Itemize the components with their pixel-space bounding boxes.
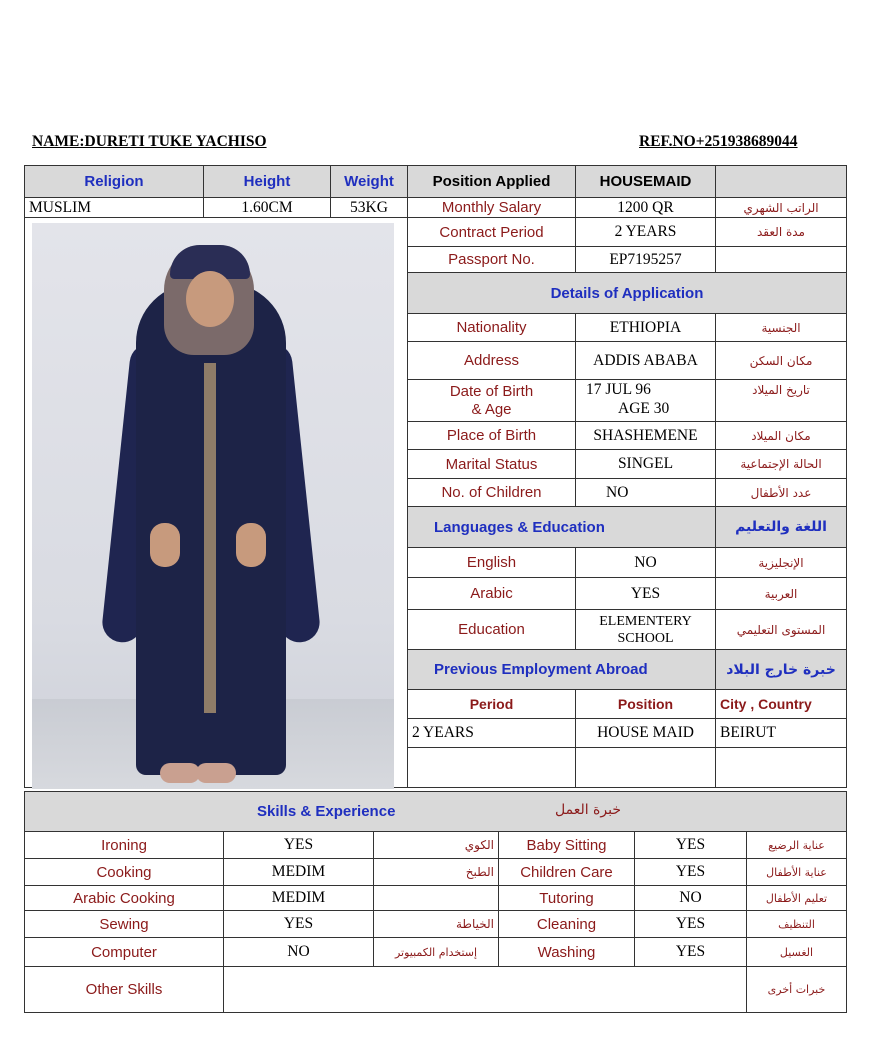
- dob-arabic: تاريخ الميلاد: [716, 380, 847, 422]
- dob-label: Date of Birth & Age: [408, 380, 576, 422]
- languages-title: Languages & Education: [408, 507, 716, 548]
- address-arabic: مكان السكن: [716, 342, 847, 380]
- passport-label: Passport No.: [408, 247, 576, 273]
- arabic-label: Arabic: [408, 578, 576, 610]
- nationality-label: Nationality: [408, 314, 576, 342]
- marital-arabic: الحالة الإجتماعية: [716, 450, 847, 479]
- address-label: Address: [408, 342, 576, 380]
- candidate-photo: [32, 223, 394, 789]
- contract-period-value: 2 YEARS: [576, 218, 716, 247]
- candidate-name: NAME:DURETI TUKE YACHISO: [32, 133, 267, 150]
- skill-value: NO: [635, 886, 747, 911]
- other-skills-arabic: خبرات أخرى: [747, 967, 847, 1013]
- address-value: ADDIS ABABA: [576, 342, 716, 380]
- skills-title-bar: [25, 792, 847, 832]
- skill-label: Cooking: [25, 859, 224, 886]
- employment-title: Previous Employment Abroad: [408, 650, 716, 690]
- skill-value: YES: [635, 911, 747, 938]
- weight-value: 53KG: [331, 198, 408, 218]
- pob-arabic: مكان الميلاد: [716, 422, 847, 450]
- skill-value: YES: [635, 832, 747, 859]
- position-applied-value: HOUSEMAID: [576, 166, 716, 198]
- other-skills-label: Other Skills: [25, 967, 224, 1013]
- nationality-value: ETHIOPIA: [576, 314, 716, 342]
- skill-label: Cleaning: [499, 911, 635, 938]
- children-value: NO: [576, 479, 716, 507]
- skill-arabic: الغسيل: [747, 938, 847, 967]
- religion-label: Religion: [25, 166, 204, 198]
- skill-arabic: تعليم الأطفال: [747, 886, 847, 911]
- skill-arabic: التنظيف: [747, 911, 847, 938]
- skill-label: Washing: [499, 938, 635, 967]
- skills-table: [24, 791, 847, 1013]
- languages-title-arabic: اللغة والتعليم: [716, 507, 847, 548]
- children-label: No. of Children: [408, 479, 576, 507]
- passport-value: EP7195257: [576, 247, 716, 273]
- height-value: 1.60CM: [204, 198, 331, 218]
- skill-arabic: عناية الأطفال: [747, 859, 847, 886]
- skill-arabic: عناية الرضيع: [747, 832, 847, 859]
- skill-label: Arabic Cooking: [25, 886, 224, 911]
- height-label: Height: [204, 166, 331, 198]
- skill-value: MEDIM: [224, 886, 374, 911]
- employment-position: HOUSE MAID: [576, 719, 716, 748]
- skill-value: YES: [224, 832, 374, 859]
- skill-value: NO: [224, 938, 374, 967]
- empty-cell: [576, 748, 716, 788]
- skill-arabic: إستخدام الكمبيوتر: [374, 938, 499, 967]
- employment-period: 2 YEARS: [408, 719, 576, 748]
- english-arabic: الإنجليزية: [716, 548, 847, 578]
- skills-title-arabic: خبرة العمل: [555, 802, 621, 818]
- empty-cell: [716, 247, 847, 273]
- employment-city: BEIRUT: [716, 719, 847, 748]
- skill-label: Baby Sitting: [499, 832, 635, 859]
- marital-label: Marital Status: [408, 450, 576, 479]
- skill-label: Tutoring: [499, 886, 635, 911]
- monthly-salary-arabic: الراتب الشهري: [716, 198, 847, 218]
- arabic-value: YES: [576, 578, 716, 610]
- skill-label: Ironing: [25, 832, 224, 859]
- skill-arabic: [374, 886, 499, 911]
- pob-value: SHASHEMENE: [576, 422, 716, 450]
- skill-value: YES: [635, 859, 747, 886]
- marital-value: SINGEL: [576, 450, 716, 479]
- religion-value: MUSLIM: [25, 198, 204, 218]
- skill-value: YES: [224, 911, 374, 938]
- weight-label: Weight: [331, 166, 408, 198]
- empty-cell: [408, 748, 576, 788]
- position-applied-label: Position Applied: [408, 166, 576, 198]
- monthly-salary-label: Monthly Salary: [408, 198, 576, 218]
- skill-label: Computer: [25, 938, 224, 967]
- contract-period-arabic: مدة العقد: [716, 218, 847, 247]
- skill-label: Sewing: [25, 911, 224, 938]
- english-label: English: [408, 548, 576, 578]
- empty-cell: [716, 166, 847, 198]
- education-value: ELEMENTERY SCHOOL: [576, 610, 716, 650]
- english-value: NO: [576, 548, 716, 578]
- other-skills-value: [224, 967, 747, 1013]
- skill-arabic: الطبخ: [374, 859, 499, 886]
- position-header: Position: [576, 690, 716, 719]
- period-header: Period: [408, 690, 576, 719]
- skill-arabic: الكوي: [374, 832, 499, 859]
- contract-period-label: Contract Period: [408, 218, 576, 247]
- reference-number: REF.NO+251938689044: [639, 133, 798, 150]
- employment-title-arabic: خبرة خارج البلاد: [716, 650, 847, 690]
- skill-arabic: الخياطة: [374, 911, 499, 938]
- skills-title: Skills & Experience: [257, 803, 396, 820]
- city-country-header: City , Country: [716, 690, 847, 719]
- skill-value: YES: [635, 938, 747, 967]
- skill-label: Children Care: [499, 859, 635, 886]
- pob-label: Place of Birth: [408, 422, 576, 450]
- children-arabic: عدد الأطفال: [716, 479, 847, 507]
- arabic-arabic: العربية: [716, 578, 847, 610]
- details-title: Details of Application: [408, 273, 847, 314]
- nationality-arabic: الجنسية: [716, 314, 847, 342]
- skill-value: MEDIM: [224, 859, 374, 886]
- empty-cell: [716, 748, 847, 788]
- education-label: Education: [408, 610, 576, 650]
- education-arabic: المستوى التعليمي: [716, 610, 847, 650]
- monthly-salary-value: 1200 QR: [576, 198, 716, 218]
- dob-value: 17 JUL 96 AGE 30: [576, 380, 716, 422]
